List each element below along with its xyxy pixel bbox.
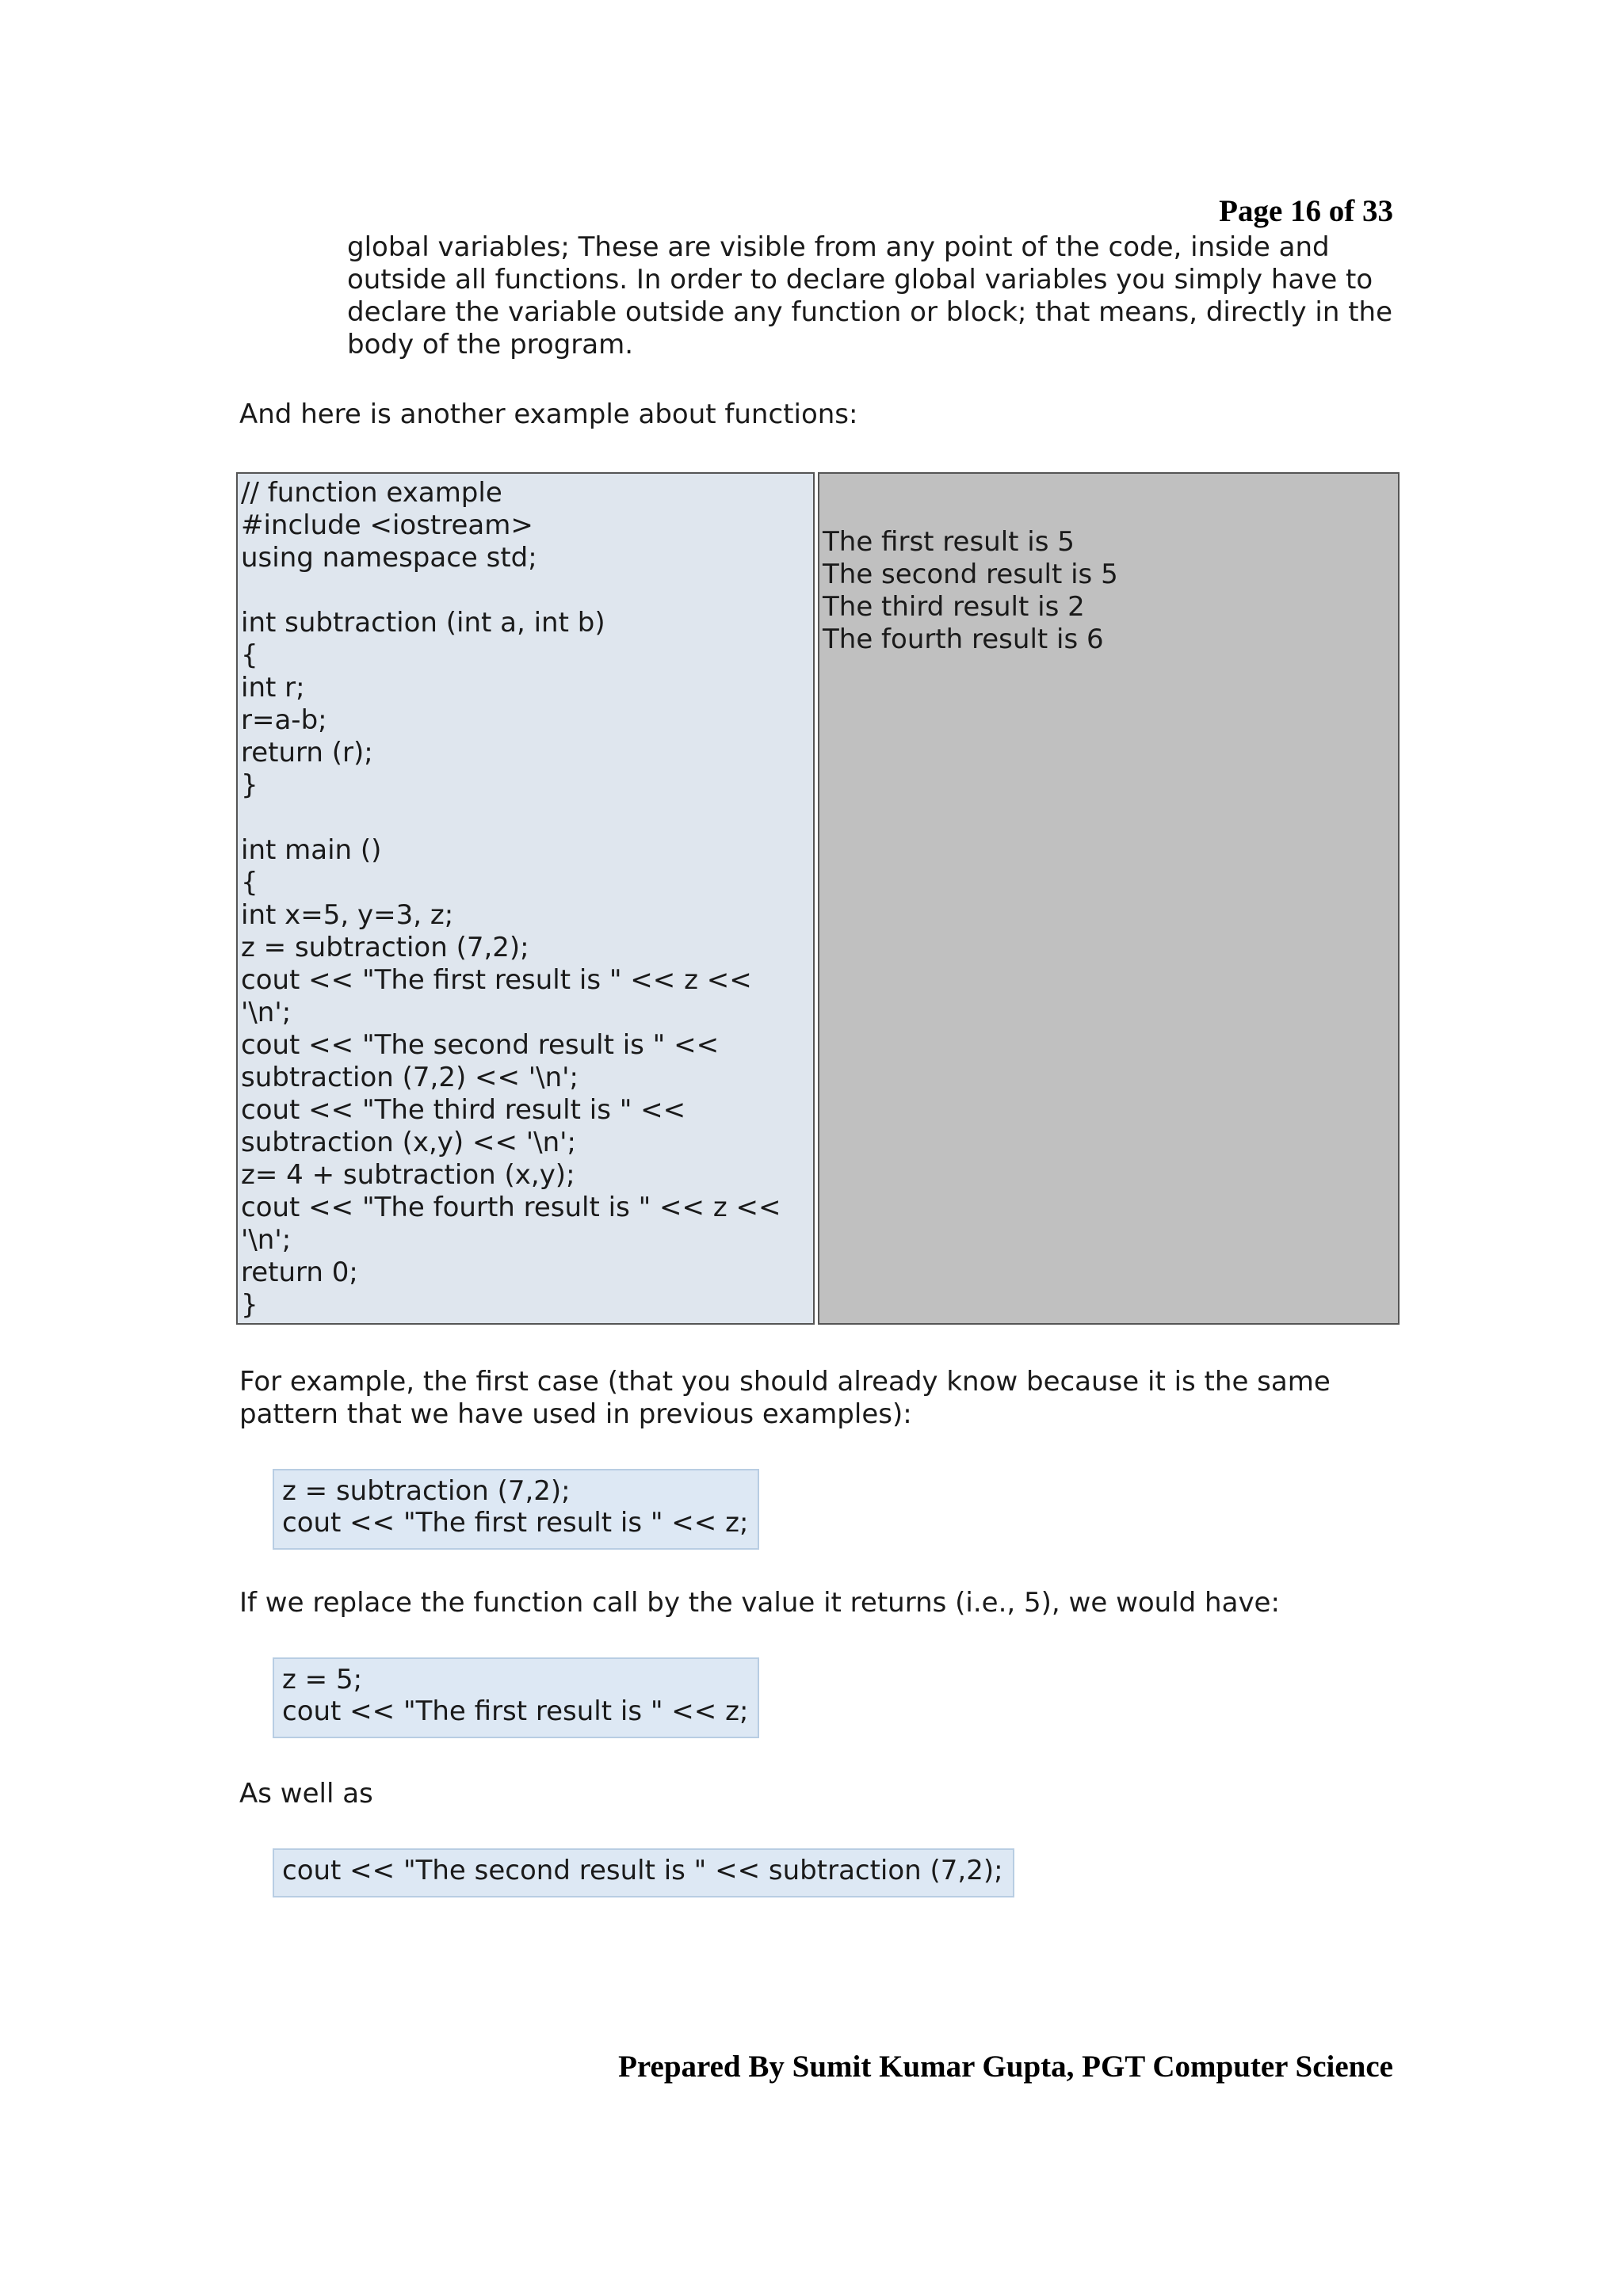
intro-paragraph: global variables; These are visible from any point of the code, inside and outside all functions. In order to declare global variables you simply have to declare the variable outside any function or block; that means, directly in the body of the program. (347, 231, 1393, 360)
program-output: The first result is 5 The second result is 5 The third result is 2 The fourth result is 6 (818, 472, 1400, 1325)
lead-in-paragraph: And here is another example about functions: (239, 399, 858, 430)
first-case-paragraph: For example, the first case (that you should already know because it is the same pattern that we have used in previous examples): (239, 1366, 1331, 1430)
code-listing: // function example #include <iostream> using namespace std; int subtraction (int a, int b) { int r; r=a-b; return (r); } int main () { int x=5, y=3, z; z = subtraction (7,2); cout << "The first result is " << z << '\n'; cout << "The second result is " << subtraction (7,2) << '\n'; cout << "The third result is " << subtraction (x,y) << '\n'; z= 4 + subtraction (x,y); cout << "The fourth result is " << z << '\n'; return 0; } (236, 472, 815, 1325)
code-snippet-3: cout << "The second result is " << subtraction (7,2); (273, 1848, 1014, 1897)
page-number: Page 16 of 33 (1219, 194, 1393, 228)
as-well-paragraph: As well as (239, 1778, 373, 1810)
code-snippet-2: z = 5; cout << "The first result is " << z; (273, 1657, 759, 1738)
example-table (236, 472, 1400, 1325)
code-snippet-1: z = subtraction (7,2); cout << "The first result is " << z; (273, 1469, 759, 1550)
replace-paragraph: If we replace the function call by the value it returns (i.e., 5), we would have: (239, 1587, 1280, 1619)
footer-credit: Prepared By Sumit Kumar Gupta, PGT Computer Science (618, 2050, 1393, 2084)
